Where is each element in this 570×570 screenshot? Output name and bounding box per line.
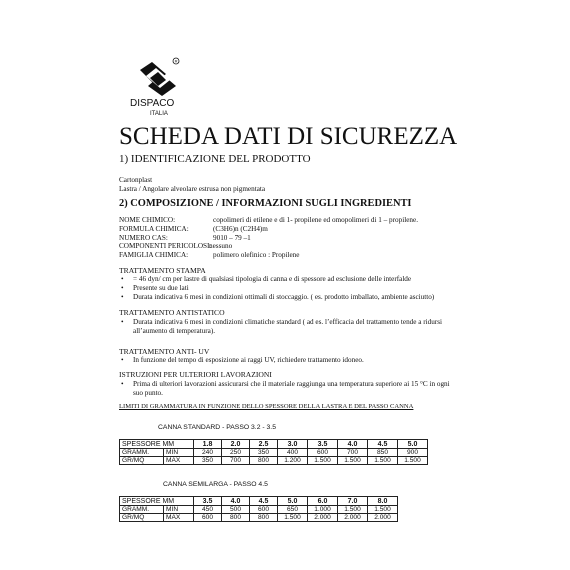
table-header-cell: 4.0 [222, 497, 250, 506]
table-cell: 2.000 [368, 514, 398, 522]
table-cell: 450 [194, 506, 222, 514]
section1-line-1: Cartonplast [119, 176, 153, 184]
table-cell: 2.000 [338, 514, 368, 522]
dispaco-logo [130, 56, 190, 122]
composition-value: nessuno [209, 242, 233, 251]
composition-value: 9010 – 79 –1 [213, 233, 251, 242]
table-header-cell: 6.0 [308, 497, 338, 506]
table-header-cell: SPESSORE MM [120, 497, 194, 506]
list-item: • In funzione del tempo di esposizione ai raggi UV, richiedere trattamento idoneo. [119, 356, 449, 365]
table-cell: 800 [250, 457, 278, 465]
table-cell: 2.000 [308, 514, 338, 522]
grammage-limits-heading: LIMITI DI GRAMMATURA IN FUNZIONE DELLO SPESSORE DELLA LASTRA E DEL PASSO CANNA [119, 403, 414, 410]
composition-value: copolimeri di etilene e di 1- propilene ed omopolimeri di 1 – propilene. [213, 216, 418, 224]
table-cell: 350 [194, 457, 222, 465]
table-cell: MIN [164, 449, 194, 457]
antistatico-list [119, 318, 444, 336]
table-header-cell: 4.5 [368, 440, 398, 449]
stampa-heading: TRATTAMENTO STAMPA [119, 266, 206, 275]
table-header-row [120, 497, 398, 506]
table-cell: 1.500 [368, 506, 398, 514]
table-header-cell: 7.0 [338, 497, 368, 506]
grammage-table-semilarga [119, 496, 398, 522]
table-header-cell: 2.5 [250, 440, 278, 449]
list-item: • = 46 dyn/ cm per lastre di qualsiasi tipologia di canna e di spessore ad esclusione delle interfalde [119, 275, 449, 284]
table-cell: 1.500 [308, 457, 338, 465]
table-cell: 1.500 [338, 457, 368, 465]
table-cell: GR/MQ [120, 514, 164, 522]
table-cell: GRAMM. [120, 449, 164, 457]
table-header-cell: 5.0 [278, 497, 308, 506]
table-cell: 1.500 [398, 457, 428, 465]
table-cell: 600 [250, 506, 278, 514]
table-row [120, 506, 398, 514]
table-cell: 1.500 [368, 457, 398, 465]
table2-caption: CANNA SEMILARGA - PASSO 4.5 [163, 481, 268, 488]
table-cell: MAX [164, 457, 194, 465]
table-cell: 500 [222, 506, 250, 514]
table-cell: MAX [164, 514, 194, 522]
dispaco-logo-mark-icon [136, 56, 180, 98]
table-cell: 650 [278, 506, 308, 514]
registered-mark: R [174, 58, 178, 64]
section1-line-2: Lastra / Angolare alveolare estrusa non pigmentata [119, 185, 266, 193]
table-cell: 900 [398, 449, 428, 457]
table-cell: 400 [278, 449, 308, 457]
composition-key: FORMULA CHIMICA: [119, 224, 189, 233]
list-item: • Durata indicativa 6 mesi in condizioni climatiche standard ( ad es. l’efficacia del trattamento tende a ridursi all’aumento di temperatura). [119, 318, 444, 336]
list-item: • Presente su due lati [119, 284, 449, 293]
composition-value: polimero olefinico : Propilene [213, 251, 300, 260]
composition-key: COMPONENTI PERICOLOSI: [119, 242, 212, 251]
table-cell: 1.200 [278, 457, 308, 465]
table-header-row [120, 440, 428, 449]
table-cell: 1.500 [278, 514, 308, 522]
stampa-list [119, 275, 449, 302]
table-cell: 350 [250, 449, 278, 457]
table-cell: 600 [308, 449, 338, 457]
table-cell: 800 [250, 514, 278, 522]
istruzioni-list [119, 380, 454, 398]
composition-key: FAMIGLIA CHIMICA: [119, 251, 189, 260]
logo-brand-text: DISPACO [130, 98, 175, 109]
istruzioni-heading: ISTRUZIONI PER ULTERIORI LAVORAZIONI [119, 370, 272, 379]
antiuv-list [119, 356, 449, 365]
table-header-cell: 2.0 [222, 440, 250, 449]
table-cell: GR/MQ [120, 457, 164, 465]
table-row [120, 514, 398, 522]
table-cell: 240 [194, 449, 222, 457]
table-cell: 700 [338, 449, 368, 457]
table-cell: 1.500 [338, 506, 368, 514]
composition-key: NOME CHIMICO: [119, 216, 176, 224]
table-header-cell: SPESSORE MM [120, 440, 194, 449]
section2-heading: 2) COMPOSIZIONE / INFORMAZIONI SUGLI INGREDIENTI [119, 198, 412, 209]
list-item: • Prima di ulteriori lavorazioni assicurarsi che il materiale raggiunga una temperatura superiore ai 15 °C in ogni suo punto. [119, 380, 454, 398]
table-header-cell: 1.8 [194, 440, 222, 449]
grammage-table-standard [119, 439, 428, 465]
table-header-cell: 3.5 [308, 440, 338, 449]
table-row [120, 449, 428, 457]
table-header-cell: 8.0 [368, 497, 398, 506]
table-row [120, 457, 428, 465]
table-header-cell: 3.0 [278, 440, 308, 449]
antiuv-heading: TRATTAMENTO ANTI- UV [119, 347, 210, 356]
table-cell: 850 [368, 449, 398, 457]
table-header-cell: 3.5 [194, 497, 222, 506]
composition-key: NUMERO CAS: [119, 233, 168, 242]
table-cell: 600 [194, 514, 222, 522]
document-title: SCHEDA DATI DI SICUREZZA [119, 123, 458, 150]
table-header-cell: 4.0 [338, 440, 368, 449]
table-cell: 1.000 [308, 506, 338, 514]
section1-heading [119, 153, 311, 165]
list-item: • Durata indicativa 6 mesi in condizioni ottimali di stoccaggio. ( es. prodotto imballato, ambiente asciutto) [119, 293, 449, 302]
logo-sub-text: ITALIA [150, 111, 168, 117]
table-cell: 250 [222, 449, 250, 457]
antistatico-heading: TRATTAMENTO ANTISTATICO [119, 308, 225, 317]
table-cell: MIN [164, 506, 194, 514]
section1-heading-text: 1) IDENTIFICAZIONE DEL PRODOTTO [119, 153, 311, 165]
composition-value: (C3H6)n (C2H4)m [213, 224, 268, 233]
table-cell: GRAMM. [120, 506, 164, 514]
table1-caption: CANNA STANDARD - PASSO 3.2 - 3.5 [158, 424, 276, 431]
table-cell: 800 [222, 514, 250, 522]
table-header-cell: 5.0 [398, 440, 428, 449]
table-header-cell: 4.5 [250, 497, 278, 506]
table-cell: 700 [222, 457, 250, 465]
